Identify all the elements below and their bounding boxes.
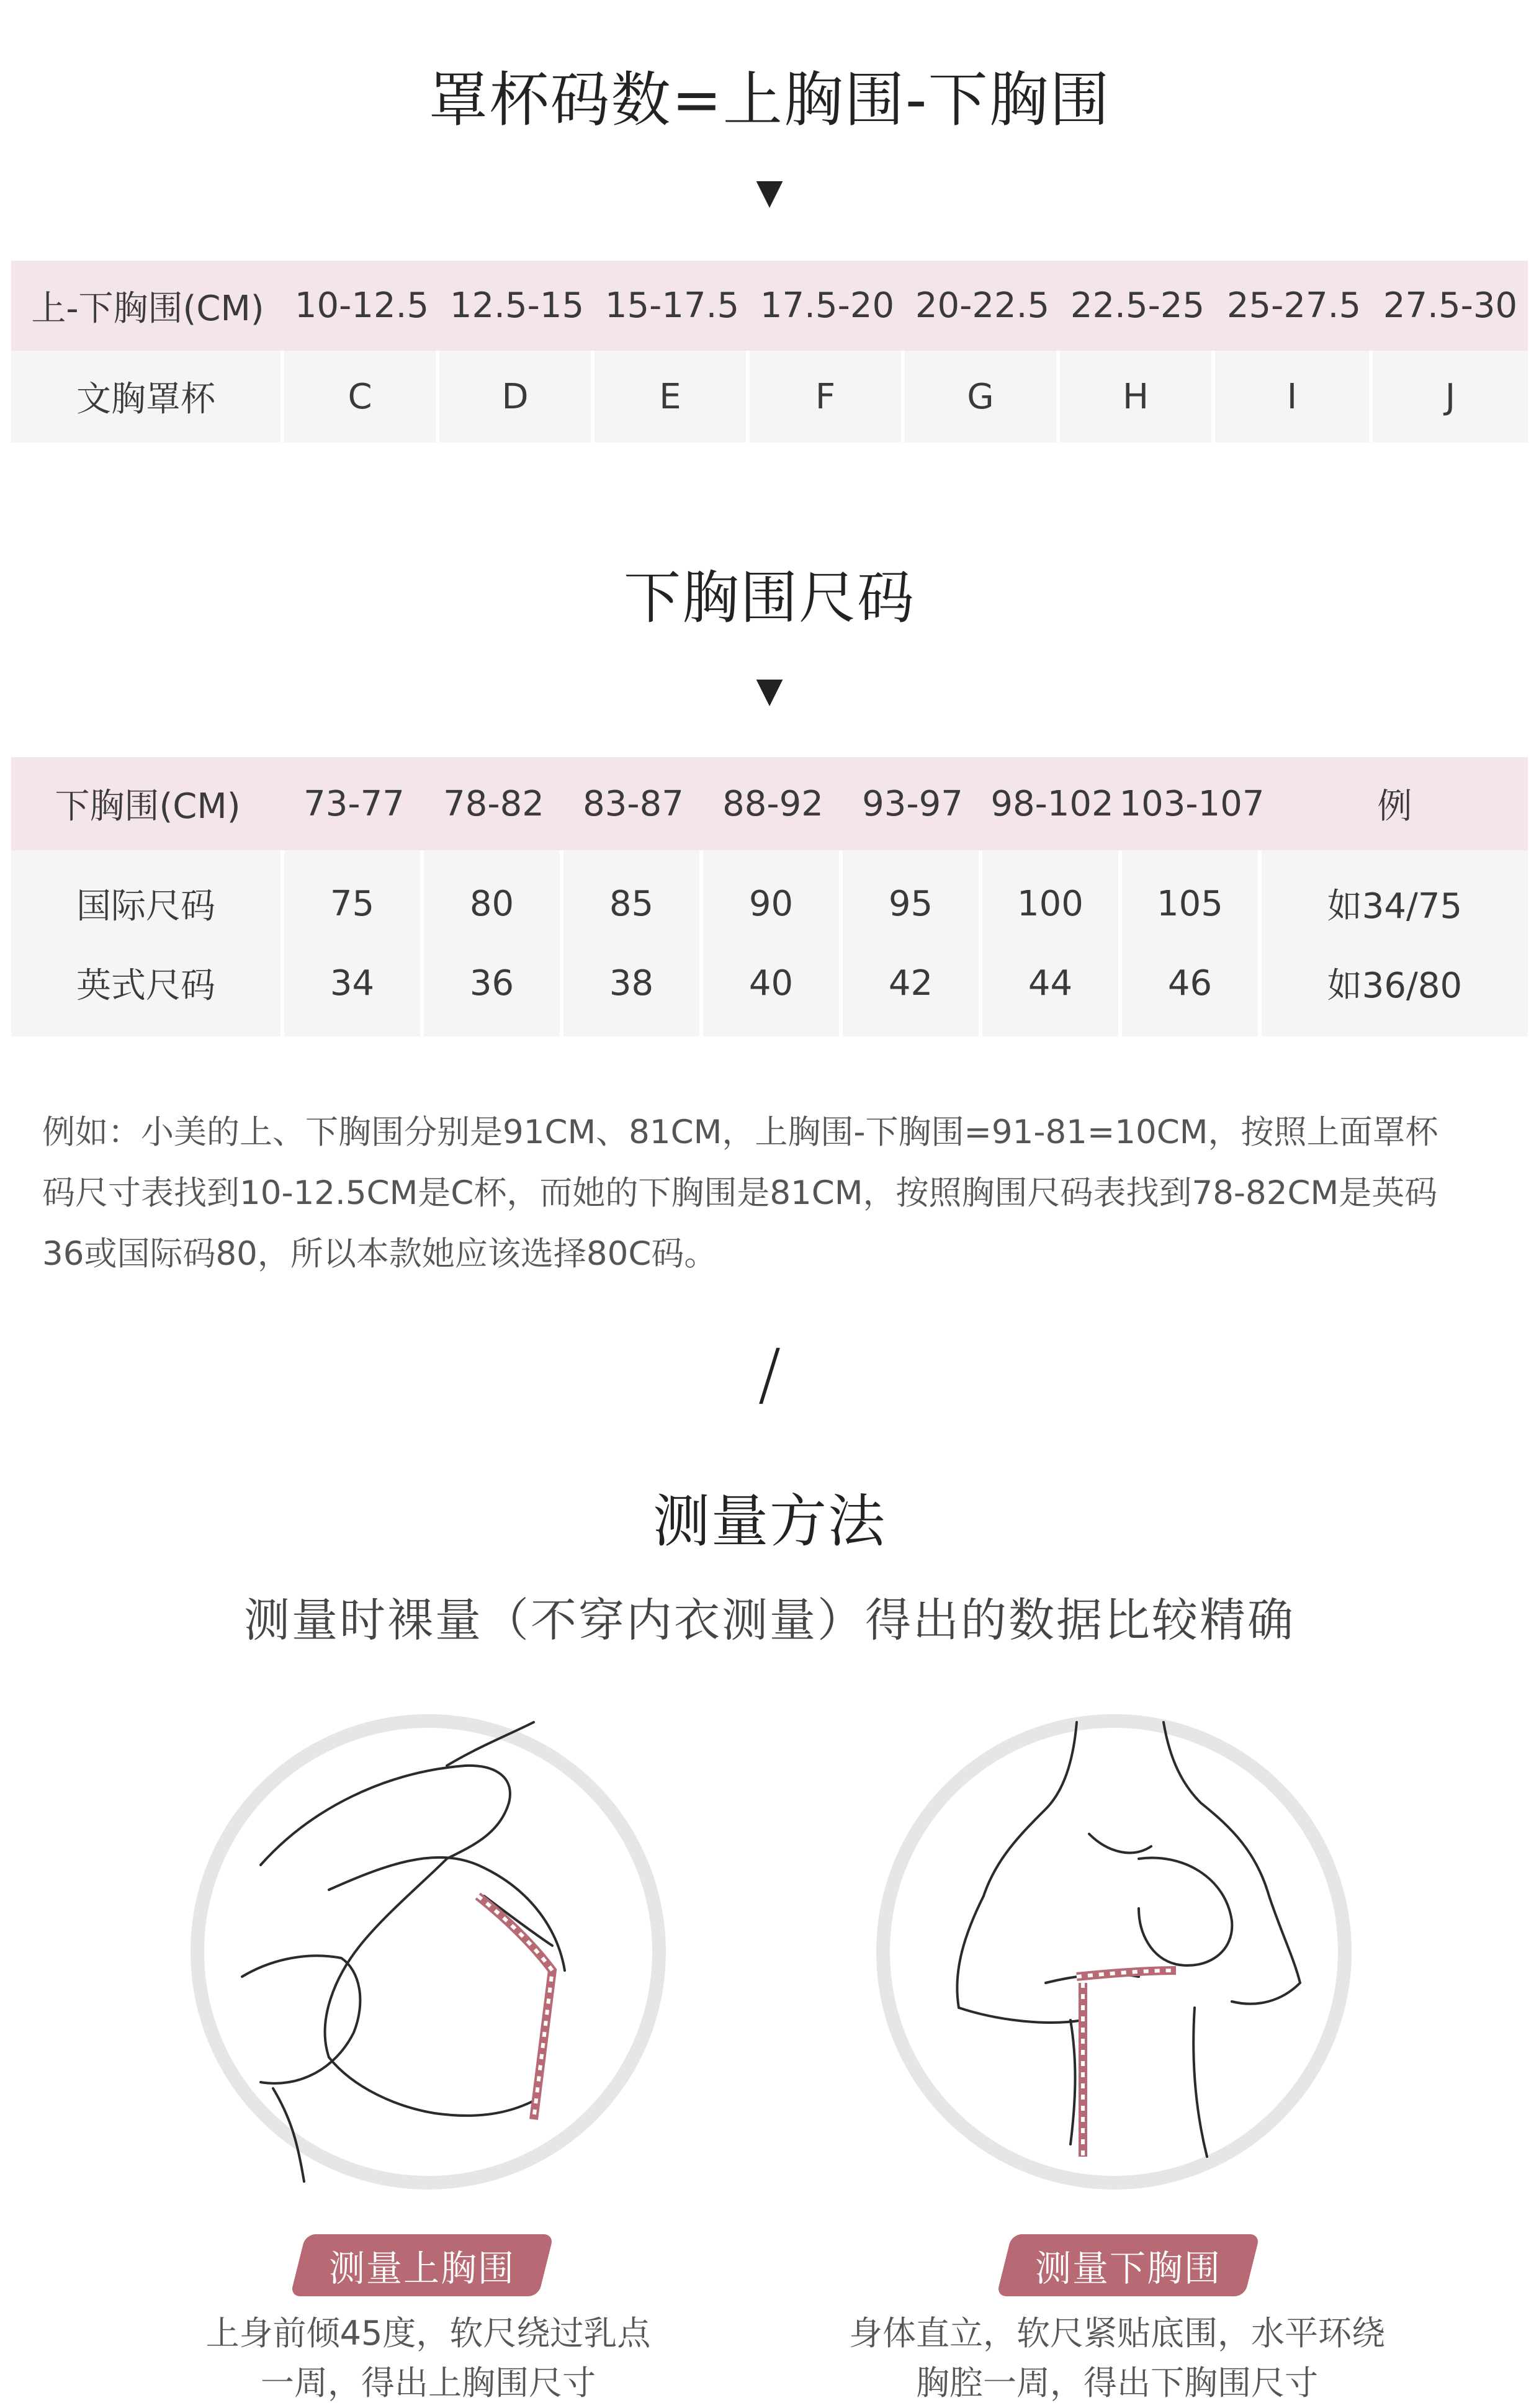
cup-range-cell: 27.5-30 xyxy=(1383,285,1518,326)
cup-range-cell: 15-17.5 xyxy=(604,285,740,326)
cup-letter-cell: D xyxy=(439,351,595,443)
cup-letter-cell: C xyxy=(284,351,439,443)
cup-letter-cell: J xyxy=(1445,376,1456,417)
method-title: 测量方法 xyxy=(652,1488,886,1555)
caption-line: 上身前倾45度，软尺绕过乳点 xyxy=(205,2314,651,2353)
intl-example-cell: 如34/75 xyxy=(1327,886,1463,927)
caption-line: 一周，得出上胸围尺寸 xyxy=(261,2363,596,2402)
cup-letter-cell: G xyxy=(905,351,1060,443)
cup-letter-cell: E xyxy=(595,351,750,443)
upper-bust-caption xyxy=(161,2309,695,2408)
cup-header-label: 上-下胸围(CM) xyxy=(31,288,264,329)
band-size-column xyxy=(1122,850,1262,1036)
cup-range-cell: 22.5-25 xyxy=(1070,285,1205,326)
band-size-column xyxy=(982,850,1122,1036)
band-table-body xyxy=(11,850,1528,1036)
band-range-cell: 78-82 xyxy=(443,783,544,824)
intl-size-cell: 85 xyxy=(609,883,654,924)
band-size-column xyxy=(563,850,703,1036)
cup-row-label: 文胸罩杯 xyxy=(11,351,284,443)
band-label-column xyxy=(11,850,284,1036)
cup-range-cell: 25-27.5 xyxy=(1226,285,1362,326)
band-size-column xyxy=(703,850,843,1036)
band-range-cell: 98-102 xyxy=(990,783,1114,824)
under-bust-badge xyxy=(997,2234,1260,2296)
caption-line: 身体直立，软尺紧贴底围，水平环绕 xyxy=(849,2314,1385,2353)
band-size-column xyxy=(284,850,424,1036)
band-range-cell: 73-77 xyxy=(303,783,405,824)
intl-size-cell: 105 xyxy=(1157,883,1223,924)
uk-size-cell: 34 xyxy=(330,963,375,1004)
band-range-cell: 103-107 xyxy=(1119,783,1265,824)
under-bust-badge-label: 测量下胸围 xyxy=(1034,2247,1221,2289)
cup-table-header xyxy=(11,261,1528,351)
cup-range-cell: 12.5-15 xyxy=(449,285,585,326)
intl-size-cell: 75 xyxy=(330,883,375,924)
illustration-circle xyxy=(883,1721,1345,2183)
example-line: 例如：小美的上、下胸围分别是91CM、81CM，上胸围-下胸围=91-81=10CM，按照上面罩杯 xyxy=(42,1113,1438,1151)
figure-leaning-icon xyxy=(242,1722,565,2181)
cup-letter-cell: F xyxy=(750,351,905,443)
caption-line: 胸腔一周，得出下胸围尺寸 xyxy=(916,2363,1318,2402)
band-size-column xyxy=(424,850,563,1036)
cup-range-cell: 17.5-20 xyxy=(760,285,895,326)
cup-size-title: 罩杯码数=上胸围-下胸围 xyxy=(428,65,1111,135)
intl-size-label: 国际尺码 xyxy=(76,886,215,927)
method-subtitle: 测量时裸量（不穿内衣测量）得出的数据比较精确 xyxy=(244,1594,1295,1647)
uk-size-cell: 36 xyxy=(469,963,514,1004)
cup-table-row xyxy=(11,351,1528,443)
uk-size-cell: 44 xyxy=(1028,963,1073,1004)
intl-size-cell: 90 xyxy=(748,883,794,924)
example-line: 码尺寸表找到10-12.5CM是C杯，而她的下胸围是81CM，按照胸围尺码表找到78-82CM是英码 xyxy=(42,1174,1438,1212)
cup-range-cell: 10-12.5 xyxy=(294,285,429,326)
cup-letter-cell: I xyxy=(1215,351,1373,443)
tape-measure-icon xyxy=(478,1896,552,2119)
band-range-cell: 88-92 xyxy=(722,783,823,824)
intl-size-cell: 80 xyxy=(469,883,514,924)
under-bust-caption xyxy=(819,2309,1415,2408)
uk-size-cell: 46 xyxy=(1167,963,1213,1004)
example-line: 36或国际码80，所以本款她应该选择80C码。 xyxy=(42,1235,717,1273)
uk-size-cell: 42 xyxy=(888,963,933,1004)
upper-bust-illustration xyxy=(186,1710,670,2194)
upper-bust-badge-label: 测量上胸围 xyxy=(328,2247,515,2289)
uk-size-label: 英式尺码 xyxy=(76,966,215,1006)
intl-size-cell: 100 xyxy=(1017,883,1084,924)
tape-measure-icon xyxy=(1077,1970,1176,2157)
down-arrow-icon: ▼ xyxy=(756,172,783,212)
band-header-label: 下胸围(CM) xyxy=(55,786,241,827)
cup-range-cell: 20-22.5 xyxy=(915,285,1050,326)
down-arrow-icon: ▼ xyxy=(756,670,783,711)
cup-letter-cell: H xyxy=(1060,351,1215,443)
upper-bust-badge xyxy=(290,2234,554,2296)
band-example-header: 例 xyxy=(1377,786,1412,827)
band-example-column xyxy=(1262,850,1528,1036)
figure-standing-icon xyxy=(957,1722,1300,2157)
uk-size-cell: 38 xyxy=(609,963,654,1004)
illustration-circle xyxy=(197,1721,659,2183)
band-size-title: 下胸围尺码 xyxy=(623,565,915,631)
band-range-cell: 83-87 xyxy=(583,783,684,824)
band-size-column xyxy=(843,850,982,1036)
slash-divider: / xyxy=(758,1334,781,1414)
uk-example-cell: 如36/80 xyxy=(1327,966,1463,1006)
example-paragraph xyxy=(42,1102,1507,1285)
intl-size-cell: 95 xyxy=(888,883,933,924)
uk-size-cell: 40 xyxy=(748,963,794,1004)
under-bust-illustration xyxy=(872,1710,1356,2194)
band-range-cell: 93-97 xyxy=(862,783,963,824)
band-table-header xyxy=(11,757,1528,850)
